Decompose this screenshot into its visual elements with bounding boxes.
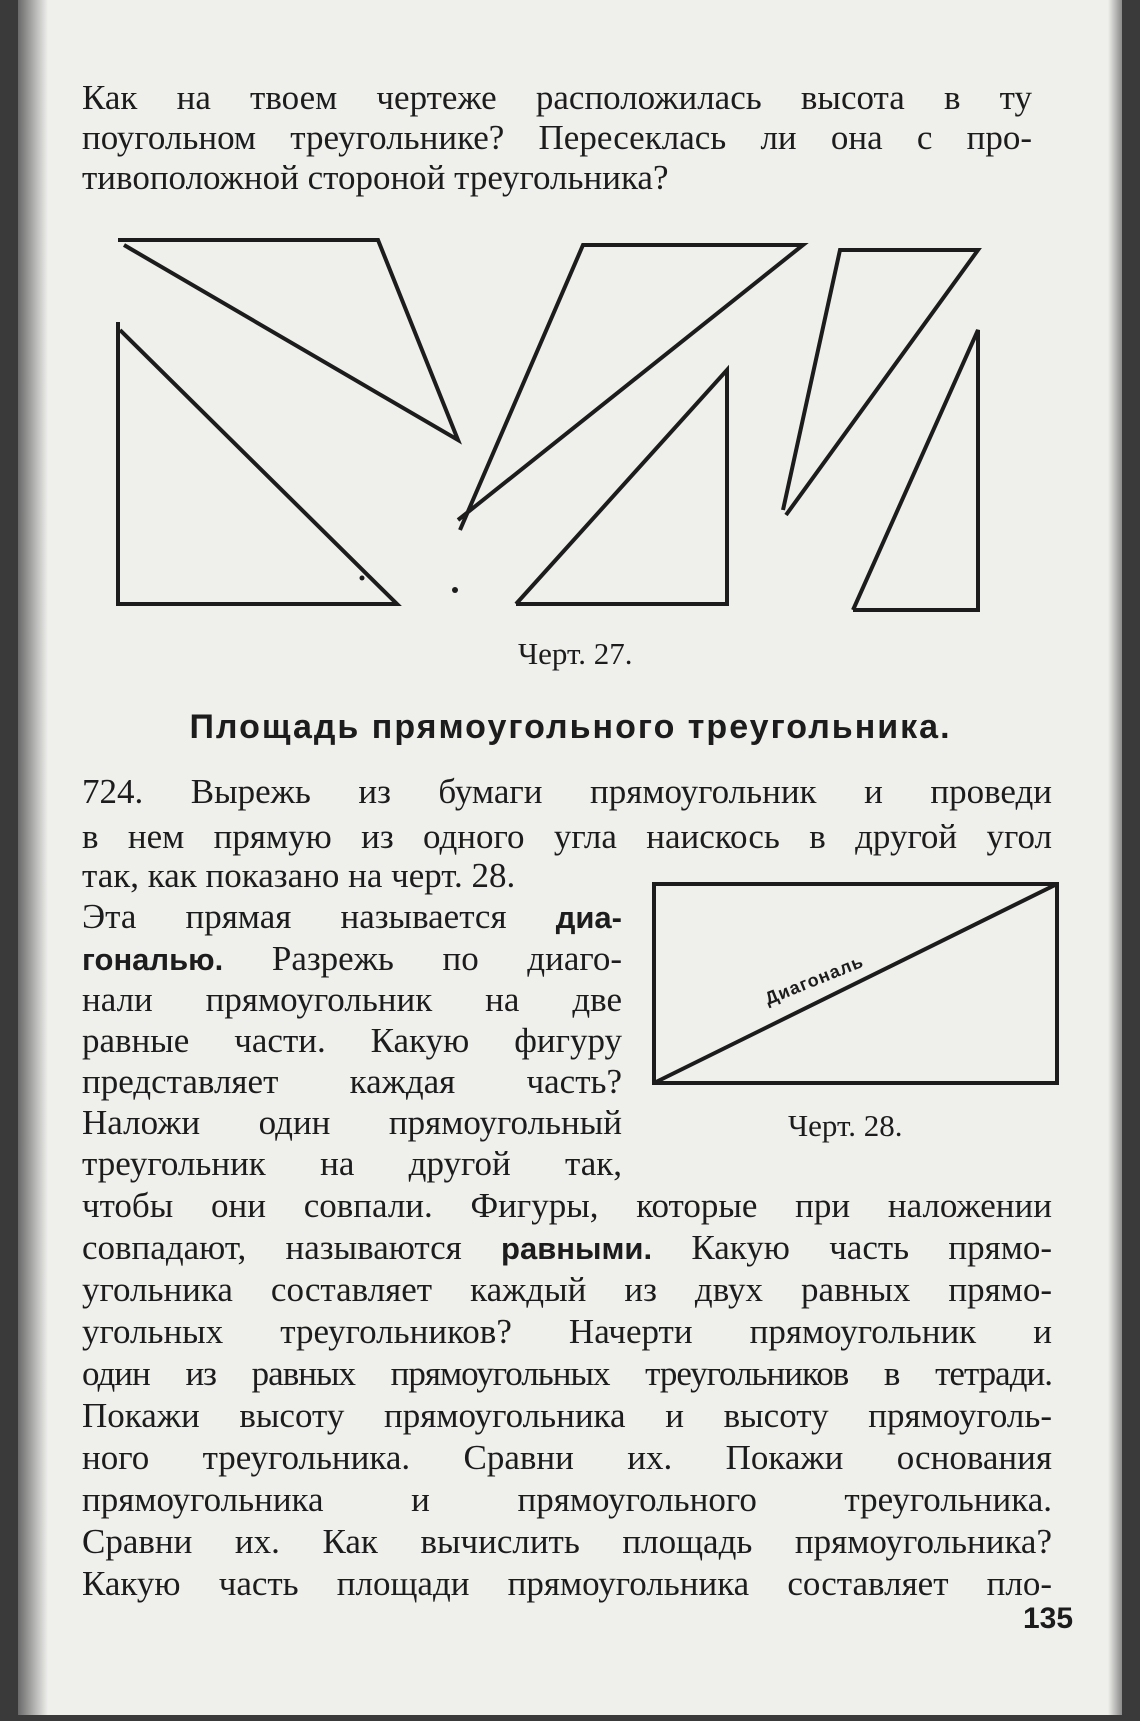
problem-bottom-line-2 [82, 1228, 1052, 1269]
term-diagonal-part-1: диа- [555, 900, 622, 935]
problem-line-1: 724. Вырежь из бумаги прямоугольник и проведи [82, 772, 1052, 811]
diagonal-label: Диагональ [762, 951, 867, 1009]
problem-narrow-text: Разрежь по диаго- [271, 939, 623, 978]
problem-bottom-line-9: Сравни их. Как вычислить площадь прямоугольника? [82, 1522, 1052, 1561]
problem-bottom-line-5: один из равных прямоугольных треугольников в тетради. [82, 1354, 1052, 1393]
problem-narrow-line-6: представляет каждая часть? [82, 1062, 622, 1101]
problem-bottom-text: совпадают, называются [82, 1228, 462, 1267]
problem-bottom-text: Какую часть прямо- [691, 1228, 1053, 1267]
figure-28-rectangle [18, 0, 1118, 1200]
problem-bottom-line-8: прямоугольника и прямоугольного треугольника. [82, 1480, 1052, 1519]
intro-line-3: тивоположной стороной треугольника? [82, 158, 669, 197]
intro-line-1: Как на твоем чертеже расположилась высота в ту [82, 78, 1032, 117]
problem-bottom-line-6: Покажи высоту прямоугольника и высоту прямоуголь- [82, 1396, 1052, 1435]
section-heading: Площадь прямоугольного треугольника. [189, 708, 952, 746]
problem-bottom-line-4: угольных треугольников? Начерти прямоугольник и [82, 1312, 1052, 1351]
problem-bottom-line-3: угольника составляет каждый из двух равных прямо- [82, 1270, 1052, 1309]
problem-narrow-line-4: нали прямоугольник на две [82, 980, 622, 1019]
figure-28-caption: Черт. 28. [788, 1108, 903, 1143]
problem-narrow-line-1: так, как показано на черт. 28. [82, 856, 516, 895]
figure-27-caption: Черт. 27. [518, 636, 633, 671]
problem-narrow-text: Эта прямая называется [82, 897, 507, 936]
problem-bottom-line-10: Какую часть площади прямоугольника составляет пло- [82, 1564, 1052, 1603]
problem-bottom-line-7: ного треугольника. Сравни их. Покажи основания [82, 1438, 1052, 1477]
problem-line-2: в нем прямую из одного угла наискось в другой угол [82, 817, 1052, 856]
diagonal-line [654, 884, 1057, 1083]
page-number: 135 [1023, 1602, 1074, 1635]
problem-narrow-line-5: равные части. Какую фигуру [82, 1021, 622, 1060]
problem-narrow-line-7: Наложи один прямоугольный [82, 1103, 622, 1142]
term-diagonal-part-2: гональю. [82, 942, 224, 977]
problem-narrow-line-8: треугольник на другой так, [82, 1144, 622, 1183]
problem-bottom-line-1: чтобы они совпали. Фигуры, которые при наложении [82, 1186, 1052, 1225]
book-page [18, 0, 1122, 1715]
intro-line-2: поугольном треугольнике? Пересеклась ли она с про- [82, 118, 1032, 157]
term-equal: равными. [501, 1231, 653, 1266]
